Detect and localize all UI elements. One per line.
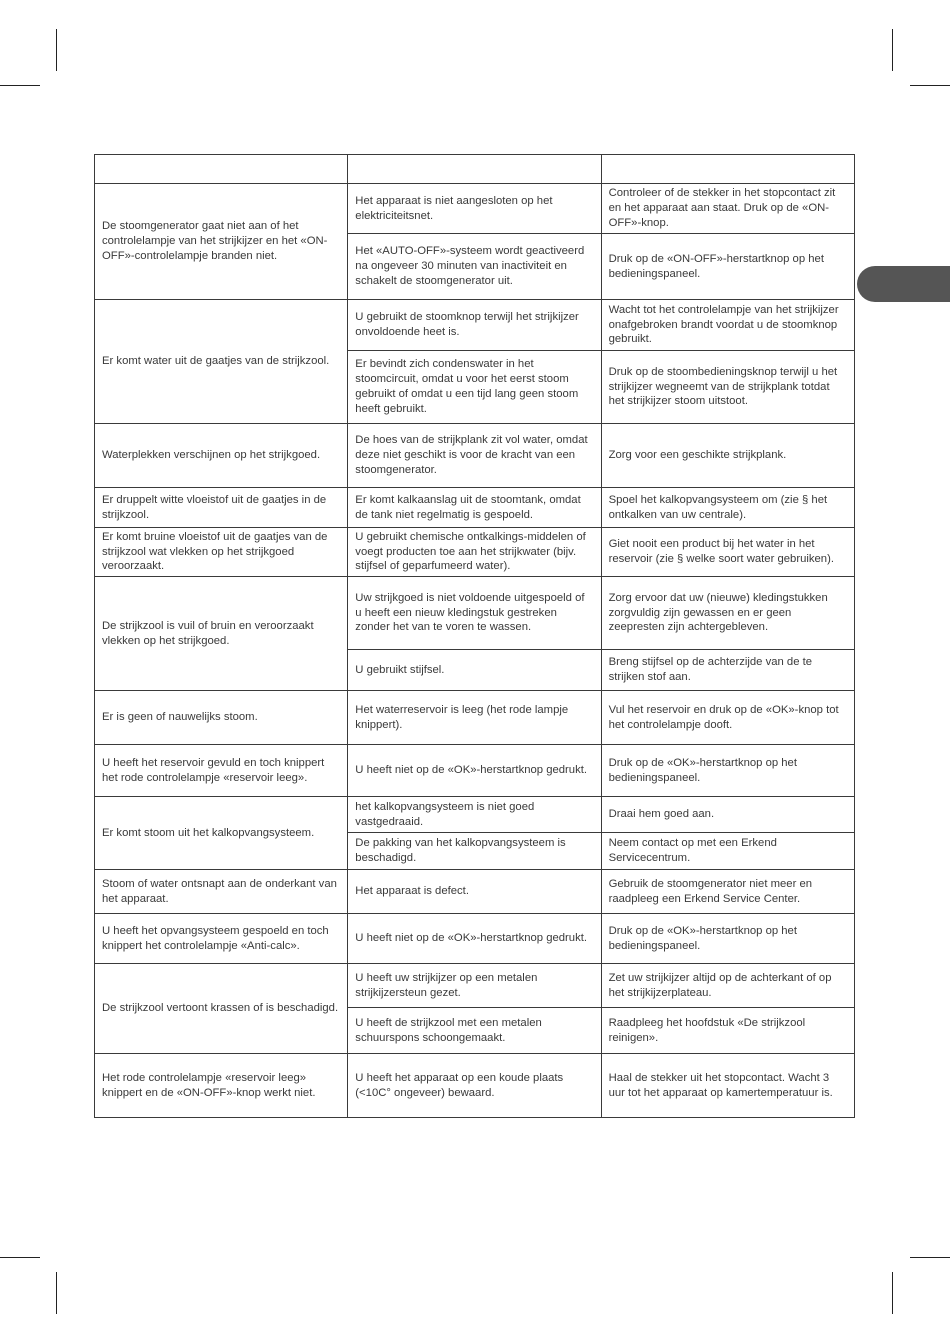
- cause-cell: U heeft de strijkzool met een metalen schuurspons schoongemaakt.: [348, 1008, 601, 1054]
- problem-cell: Stoom of water ontsnapt aan de onderkant van het apparaat.: [95, 870, 348, 914]
- table-row: [95, 691, 855, 745]
- solution-cell: Draai hem goed aan.: [601, 797, 854, 833]
- cause-cell: Er bevindt zich condenswater in het stoomcircuit, omdat u voor het eerst stoom gebruikt of omdat u een tijd lang geen stoom heeft gebruikt.: [348, 351, 601, 424]
- table-row: [95, 914, 855, 964]
- solution-cell: Zorg voor een geschikte strijkplank.: [601, 424, 854, 488]
- table-header-row: [95, 155, 855, 184]
- problem-cell: Er is geen of nauwelijks stoom.: [95, 691, 348, 745]
- cause-cell: U gebruikt chemische ontkalkings-middelen of voegt producten toe aan het strijkwater (bijv. stijfsel of geparfumeerd water).: [348, 528, 601, 577]
- problem-cell: De strijkzool is vuil of bruin en veroorzaakt vlekken op het strijkgoed.: [95, 577, 348, 691]
- solution-cell: Zorg ervoor dat uw (nieuwe) kledingstukken zorgvuldig zijn gewassen en er geen zeepresten zijn achtergebleven.: [601, 577, 854, 650]
- cause-cell: U gebruikt stijfsel.: [348, 650, 601, 691]
- solution-cell: Gebruik de stoomgenerator niet meer en raadpleeg een Erkend Service Center.: [601, 870, 854, 914]
- crop-mark: [892, 1272, 893, 1314]
- crop-mark: [910, 85, 950, 86]
- cause-cell: U heeft niet op de «OK»-herstartknop gedrukt.: [348, 745, 601, 797]
- table-row: [95, 300, 855, 351]
- cause-cell: Uw strijkgoed is niet voldoende uitgespoeld of u heeft een nieuw kledingstuk gestreken zonder het van te voren te wassen.: [348, 577, 601, 650]
- cause-cell: het kalkopvangsysteem is niet goed vastgedraaid.: [348, 797, 601, 833]
- table-row: [95, 870, 855, 914]
- problem-cell: Er komt bruine vloeistof uit de gaatjes van de strijkzool wat vlekken op het strijkgoed veroorzaakt.: [95, 528, 348, 577]
- solution-cell: Zet uw strijkijzer altijd op de achterkant of op het strijkijzerplateau.: [601, 964, 854, 1008]
- header-cell: [348, 155, 601, 184]
- table-row: [95, 1054, 855, 1118]
- troubleshooting-table: [94, 154, 855, 1118]
- cause-cell: Het «AUTO-OFF»-systeem wordt geactiveerd na ongeveer 30 minuten van inactiviteit en schakelt de stoomgenerator uit.: [348, 234, 601, 300]
- problem-cell: De strijkzool vertoont krassen of is beschadigd.: [95, 964, 348, 1054]
- solution-cell: Haal de stekker uit het stopcontact. Wacht 3 uur tot het apparaat op kamertemperatuur is.: [601, 1054, 854, 1118]
- problem-cell: Er komt stoom uit het kalkopvangsysteem.: [95, 797, 348, 870]
- table-row: [95, 528, 855, 577]
- cause-cell: U heeft niet op de «OK»-herstartknop gedrukt.: [348, 914, 601, 964]
- crop-mark: [0, 85, 40, 86]
- problem-cell: Er komt water uit de gaatjes van de strijkzool.: [95, 300, 348, 424]
- header-cell: [601, 155, 854, 184]
- problem-cell: Er druppelt witte vloeistof uit de gaatjes in de strijkzool.: [95, 488, 348, 528]
- cause-cell: U heeft het apparaat op een koude plaats (<10C° ongeveer) bewaard.: [348, 1054, 601, 1118]
- cause-cell: De hoes van de strijkplank zit vol water, omdat deze niet geschikt is voor de kracht van een stoomgenerator.: [348, 424, 601, 488]
- problem-cell: U heeft het reservoir gevuld en toch knippert het rode controlelampje «reservoir leeg».: [95, 745, 348, 797]
- table-row: [95, 577, 855, 650]
- crop-mark: [910, 1257, 950, 1258]
- cause-cell: De pakking van het kalkopvangsysteem is beschadigd.: [348, 833, 601, 870]
- solution-cell: Raadpleeg het hoofdstuk «De strijkzool reinigen».: [601, 1008, 854, 1054]
- cause-cell: Het apparaat is niet aangesloten op het elektriciteitsnet.: [348, 184, 601, 234]
- crop-mark: [56, 1272, 57, 1314]
- solution-cell: Vul het reservoir en druk op de «OK»-knop tot het controlelampje dooft.: [601, 691, 854, 745]
- solution-cell: Controleer of de stekker in het stopcontact zit en het apparaat aan staat. Druk op de «ON-OFF»-knop.: [601, 184, 854, 234]
- table-row: [95, 424, 855, 488]
- cause-cell: Er komt kalkaanslag uit de stoomtank, omdat de tank niet regelmatig is gespoeld.: [348, 488, 601, 528]
- table-row: [95, 745, 855, 797]
- cause-cell: Het apparaat is defect.: [348, 870, 601, 914]
- table-row: [95, 488, 855, 528]
- cause-cell: Het waterreservoir is leeg (het rode lampje knippert).: [348, 691, 601, 745]
- table-row: [95, 797, 855, 833]
- table-row: [95, 184, 855, 234]
- solution-cell: Druk op de «OK»-herstartknop op het bedieningspaneel.: [601, 745, 854, 797]
- problem-cell: U heeft het opvangsysteem gespoeld en toch knippert het controlelampje «Anti-calc».: [95, 914, 348, 964]
- cause-cell: U gebruikt de stoomknop terwijl het strijkijzer onvoldoende heet is.: [348, 300, 601, 351]
- problem-cell: De stoomgenerator gaat niet aan of het controlelampje van het strijkijzer en het «ON-OFF»-controlelampje branden niet.: [95, 184, 348, 300]
- solution-cell: Wacht tot het controlelampje van het strijkijzer onafgebroken brandt voordat u de stoomknop gebruikt.: [601, 300, 854, 351]
- cause-cell: U heeft uw strijkijzer op een metalen strijkijzersteun gezet.: [348, 964, 601, 1008]
- header-cell: [95, 155, 348, 184]
- solution-cell: Spoel het kalkopvangsysteem om (zie § het ontkalken van uw centrale).: [601, 488, 854, 528]
- solution-cell: Giet nooit een product bij het water in het reservoir (zie § welke soort water gebruiken).: [601, 528, 854, 577]
- crop-mark: [56, 29, 57, 71]
- solution-cell: Druk op de «OK»-herstartknop op het bedieningspaneel.: [601, 914, 854, 964]
- solution-cell: Neem contact op met een Erkend Servicecentrum.: [601, 833, 854, 870]
- solution-cell: Breng stijfsel op de achterzijde van de te strijken stof aan.: [601, 650, 854, 691]
- problem-cell: Waterplekken verschijnen op het strijkgoed.: [95, 424, 348, 488]
- crop-mark: [892, 29, 893, 71]
- language-tab-marker: [857, 266, 950, 302]
- crop-mark: [0, 1257, 40, 1258]
- table-row: [95, 964, 855, 1008]
- solution-cell: Druk op de «ON-OFF»-herstartknop op het bedieningspaneel.: [601, 234, 854, 300]
- problem-cell: Het rode controlelampje «reservoir leeg» knippert en de «ON-OFF»-knop werkt niet.: [95, 1054, 348, 1118]
- solution-cell: Druk op de stoombedieningsknop terwijl u het strijkijzer wegneemt van de strijkplank totdat het strijkijzer stoom uitstoot.: [601, 351, 854, 424]
